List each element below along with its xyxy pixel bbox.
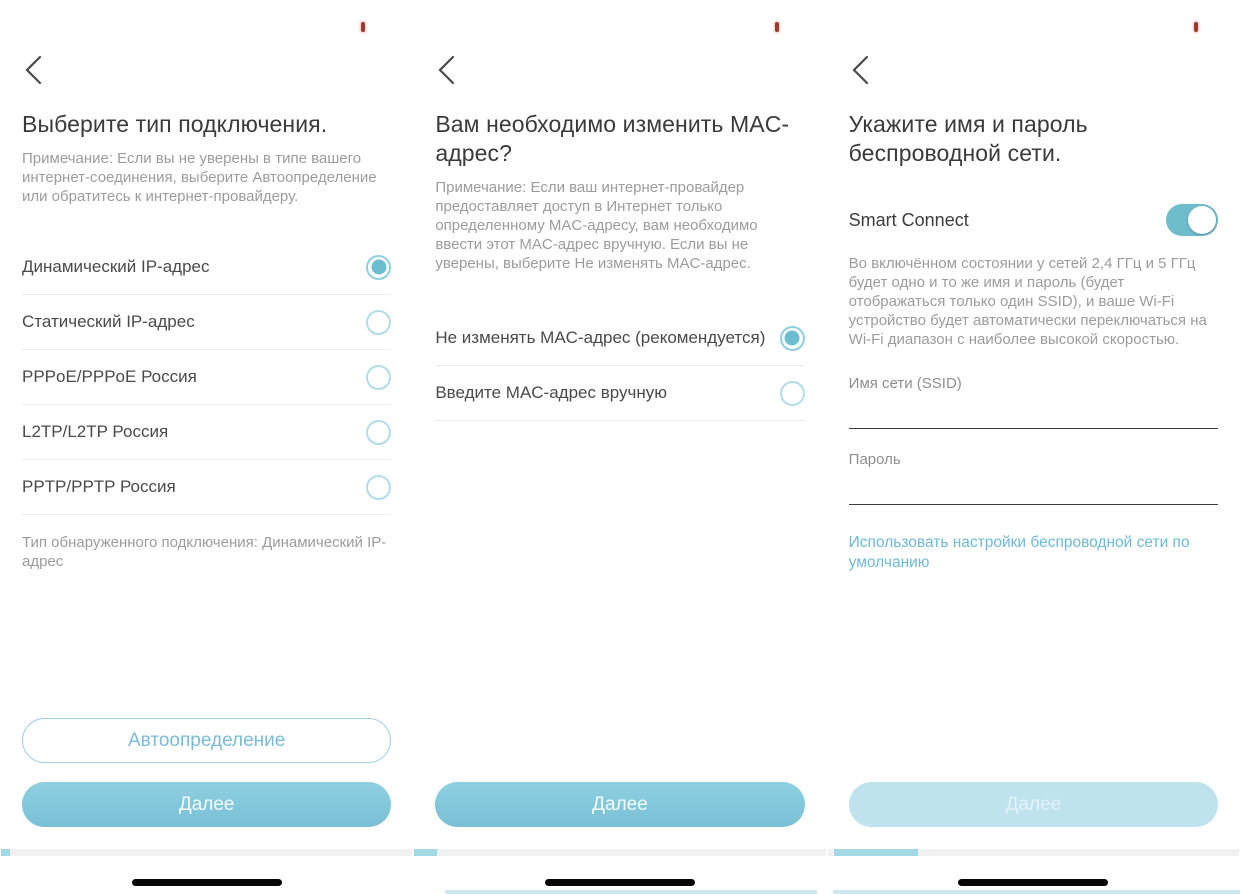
option-static-ip[interactable]	[22, 295, 391, 350]
page-scrollbar[interactable]	[828, 849, 1239, 856]
next-button[interactable]: Далее	[435, 782, 804, 827]
smart-connect-toggle[interactable]	[1166, 204, 1218, 236]
page-scrollbar[interactable]	[414, 849, 825, 856]
password-label: Пароль	[848, 451, 901, 468]
page-scrollbar[interactable]	[1, 849, 412, 856]
autodetect-button[interactable]: Автоопределение	[22, 718, 391, 763]
note-text: Примечание: Если ваш интернет-провайдер предоставляет доступ в Интернет только определенному MAC-адресу, вам необходимо ввести этот MAC-адрес вручную. Если вы не уверены, выберите Не изменять MAC-адрес.	[435, 179, 758, 272]
option-label: Динамический IP-адрес	[22, 257, 210, 276]
radio-button[interactable]	[366, 475, 391, 500]
home-indicator	[958, 879, 1108, 886]
password-field-group	[849, 451, 1218, 505]
record-marker-icon	[361, 22, 365, 32]
back-chevron-icon	[435, 54, 469, 86]
mac-options-list	[435, 311, 804, 421]
scrollbar-thumb[interactable]	[1, 849, 10, 856]
page-title: Вам необходимо изменить MAC-адрес?	[435, 111, 790, 166]
radio-button[interactable]	[780, 381, 805, 406]
option-label: PPTP/PPTP Россия	[22, 477, 176, 496]
option-keep-mac[interactable]	[435, 311, 804, 366]
option-pptp[interactable]	[22, 460, 391, 515]
connection-type-list	[22, 240, 391, 515]
screen-wireless-settings	[827, 0, 1240, 894]
option-label: Не изменять MAC-адрес (рекомендуется)	[435, 328, 766, 347]
scrollbar-thumb[interactable]	[834, 849, 918, 856]
toggle-knob	[1188, 206, 1216, 234]
option-pppoe[interactable]	[22, 350, 391, 405]
record-marker-icon	[1194, 22, 1198, 32]
option-label: Статический IP-адрес	[22, 312, 195, 331]
radio-button[interactable]	[366, 310, 391, 335]
next-page-edge	[445, 890, 816, 894]
scrollbar-thumb[interactable]	[414, 849, 437, 856]
radio-button[interactable]	[366, 255, 391, 280]
option-label: PPPoE/PPPoE Россия	[22, 367, 197, 386]
home-indicator	[545, 879, 695, 886]
ssid-label: Имя сети (SSID)	[848, 375, 962, 392]
next-button[interactable]: Далее	[22, 782, 391, 827]
note-text: Примечание: Если вы не уверены в типе вашего интернет-соединения, выберите Автоопределение или обратитесь к интернет-провайдеру.	[22, 150, 377, 205]
smart-connect-label: Smart Connect	[848, 209, 969, 230]
back-button[interactable]	[22, 54, 56, 88]
note-text: Во включённом состоянии у сетей 2,4 ГГц и 5 ГГц будет одно и то же имя и пароль (будет отображаться только один SSID), и ваше Wi-Fi устройство будет автоматически переключаться на Wi-Fi диапазон с наиболее высокой скоростью.	[848, 255, 1207, 348]
ssid-field-group	[849, 375, 1218, 429]
screen-connection-type	[0, 0, 413, 894]
password-input[interactable]	[849, 468, 1218, 505]
option-label: L2TP/L2TP Россия	[22, 422, 169, 441]
option-dynamic-ip[interactable]	[22, 240, 391, 295]
option-label: Введите MAC-адрес вручную	[435, 383, 668, 402]
radio-button[interactable]	[780, 326, 805, 351]
radio-button[interactable]	[366, 365, 391, 390]
back-chevron-icon	[849, 54, 883, 86]
screen-mac-address	[413, 0, 826, 894]
option-enter-mac[interactable]	[435, 366, 804, 421]
back-button[interactable]	[849, 54, 883, 88]
smart-connect-row	[849, 204, 1218, 236]
option-l2tp[interactable]	[22, 405, 391, 460]
next-page-edge	[833, 890, 1240, 894]
home-indicator	[132, 879, 282, 886]
record-marker-icon	[775, 22, 779, 32]
page-title: Укажите имя и пароль беспроводной сети.	[848, 111, 1088, 166]
back-chevron-icon	[22, 54, 56, 86]
back-button[interactable]	[435, 54, 469, 88]
radio-button[interactable]	[366, 420, 391, 445]
detected-connection-text: Тип обнаруженного подключения: Динамический IP-адрес	[22, 534, 387, 570]
next-button[interactable]: Далее	[849, 782, 1218, 827]
use-default-settings-link[interactable]: Использовать настройки беспроводной сети по умолчанию	[848, 534, 1190, 571]
ssid-input[interactable]	[849, 392, 1218, 429]
page-title: Выберите тип подключения.	[22, 111, 328, 137]
